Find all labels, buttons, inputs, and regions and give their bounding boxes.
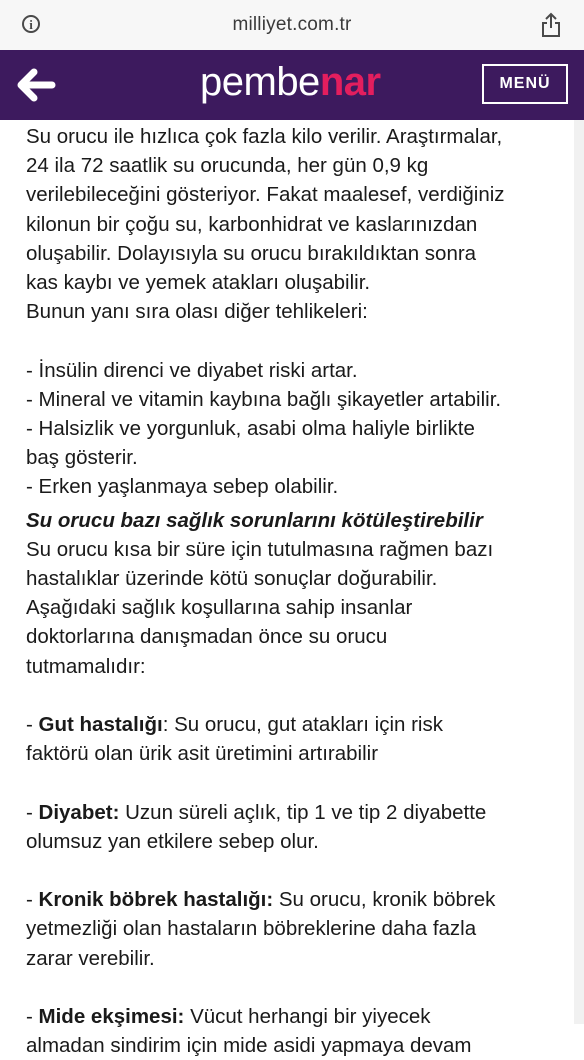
article-line: doktorlarına danışmadan önce su orucu [26, 625, 388, 649]
back-arrow-icon[interactable] [14, 63, 58, 107]
condition-item-heartburn: - Mide ekşimesi: Vücut herhangi bir yiyecek [26, 1005, 431, 1029]
article-line: Bunun yanı sıra olası diğer tehlikeleri: [26, 300, 368, 324]
condition-item-kidney: - Kronik böbrek hastalığı: Su orucu, kronik böbrek [26, 888, 496, 912]
article-line: Su orucu kısa bir süre için tutulmasına rağmen bazı [26, 537, 494, 561]
menu-button[interactable]: MENÜ [482, 64, 568, 104]
site-header [0, 50, 584, 120]
info-icon[interactable]: i [22, 15, 40, 33]
condition-item-diabetes: - Diyabet: Uzun süreli açlık, tip 1 ve tip 2 diyabette [26, 800, 487, 824]
condition-item-gout: - Gut hastalığı: Su orucu, gut atakları için risk [26, 713, 443, 737]
danger-item: - Halsizlik ve yorgunluk, asabi olma haliyle birlikte [26, 417, 475, 441]
browser-address-bar[interactable] [0, 0, 584, 51]
section-heading: Su orucu bazı sağlık sorunlarını kötüleştirebilir [26, 508, 483, 532]
logo-text-nar: nar [319, 60, 381, 104]
article-line: kas kaybı ve yemek atakları oluşabilir. [26, 271, 371, 295]
condition-text: zarar verebilir. [26, 946, 155, 970]
condition-text: faktörü olan ürik asit üretimini artırabilir [26, 742, 379, 766]
danger-item: - Erken yaşlanmaya sebep olabilir. [26, 475, 339, 499]
article-line: oluşabilir. Dolayısıyla su orucu bırakıldıktan sonra [26, 241, 477, 265]
article-line: verilebileceğini gösteriyor. Fakat maalesef, verdiğiniz [26, 183, 505, 207]
article-line: Aşağıdaki sağlık koşullarına sahip insanlar [26, 596, 413, 620]
condition-text: olumsuz yan etkilere sebep olur. [26, 829, 319, 853]
article-line: 24 ila 72 saatlik su orucunda, her gün 0,9 kg [26, 154, 429, 178]
share-icon[interactable] [540, 12, 562, 38]
article-line: Su orucu ile hızlıca çok fazla kilo verilir. Araştırmalar, [26, 125, 503, 148]
danger-item: - Mineral ve vitamin kaybına bağlı şikayetler artabilir. [26, 387, 502, 411]
article-line: hastalıklar üzerinde kötü sonuçlar doğurabilir. [26, 567, 438, 591]
article-body [26, 122, 566, 1060]
danger-item: - İnsülin direnci ve diyabet riski artar. [26, 358, 358, 382]
condition-name: Kronik böbrek hastalığı: [38, 888, 274, 912]
article-line: tutmamalıdır: [26, 654, 146, 678]
condition-name: Gut hastalığı [38, 713, 163, 737]
condition-text: yetmezliği olan hastaların böbreklerine daha fazla [26, 917, 477, 941]
site-logo[interactable] [200, 60, 381, 105]
url-text[interactable]: milliyet.com.tr [232, 14, 352, 35]
logo-text-pembe: pembe [200, 60, 320, 104]
condition-text: almadan sindirim için mide asidi yapmaya devam [26, 1034, 472, 1058]
condition-name: Diyabet: [38, 800, 120, 824]
article-line: kilonun bir çoğu su, karbonhidrat ve kaslarınızdan [26, 212, 478, 236]
scroll-gutter [574, 120, 584, 1024]
danger-item: baş gösterir. [26, 446, 138, 470]
condition-name: Mide ekşimesi: [38, 1005, 185, 1029]
